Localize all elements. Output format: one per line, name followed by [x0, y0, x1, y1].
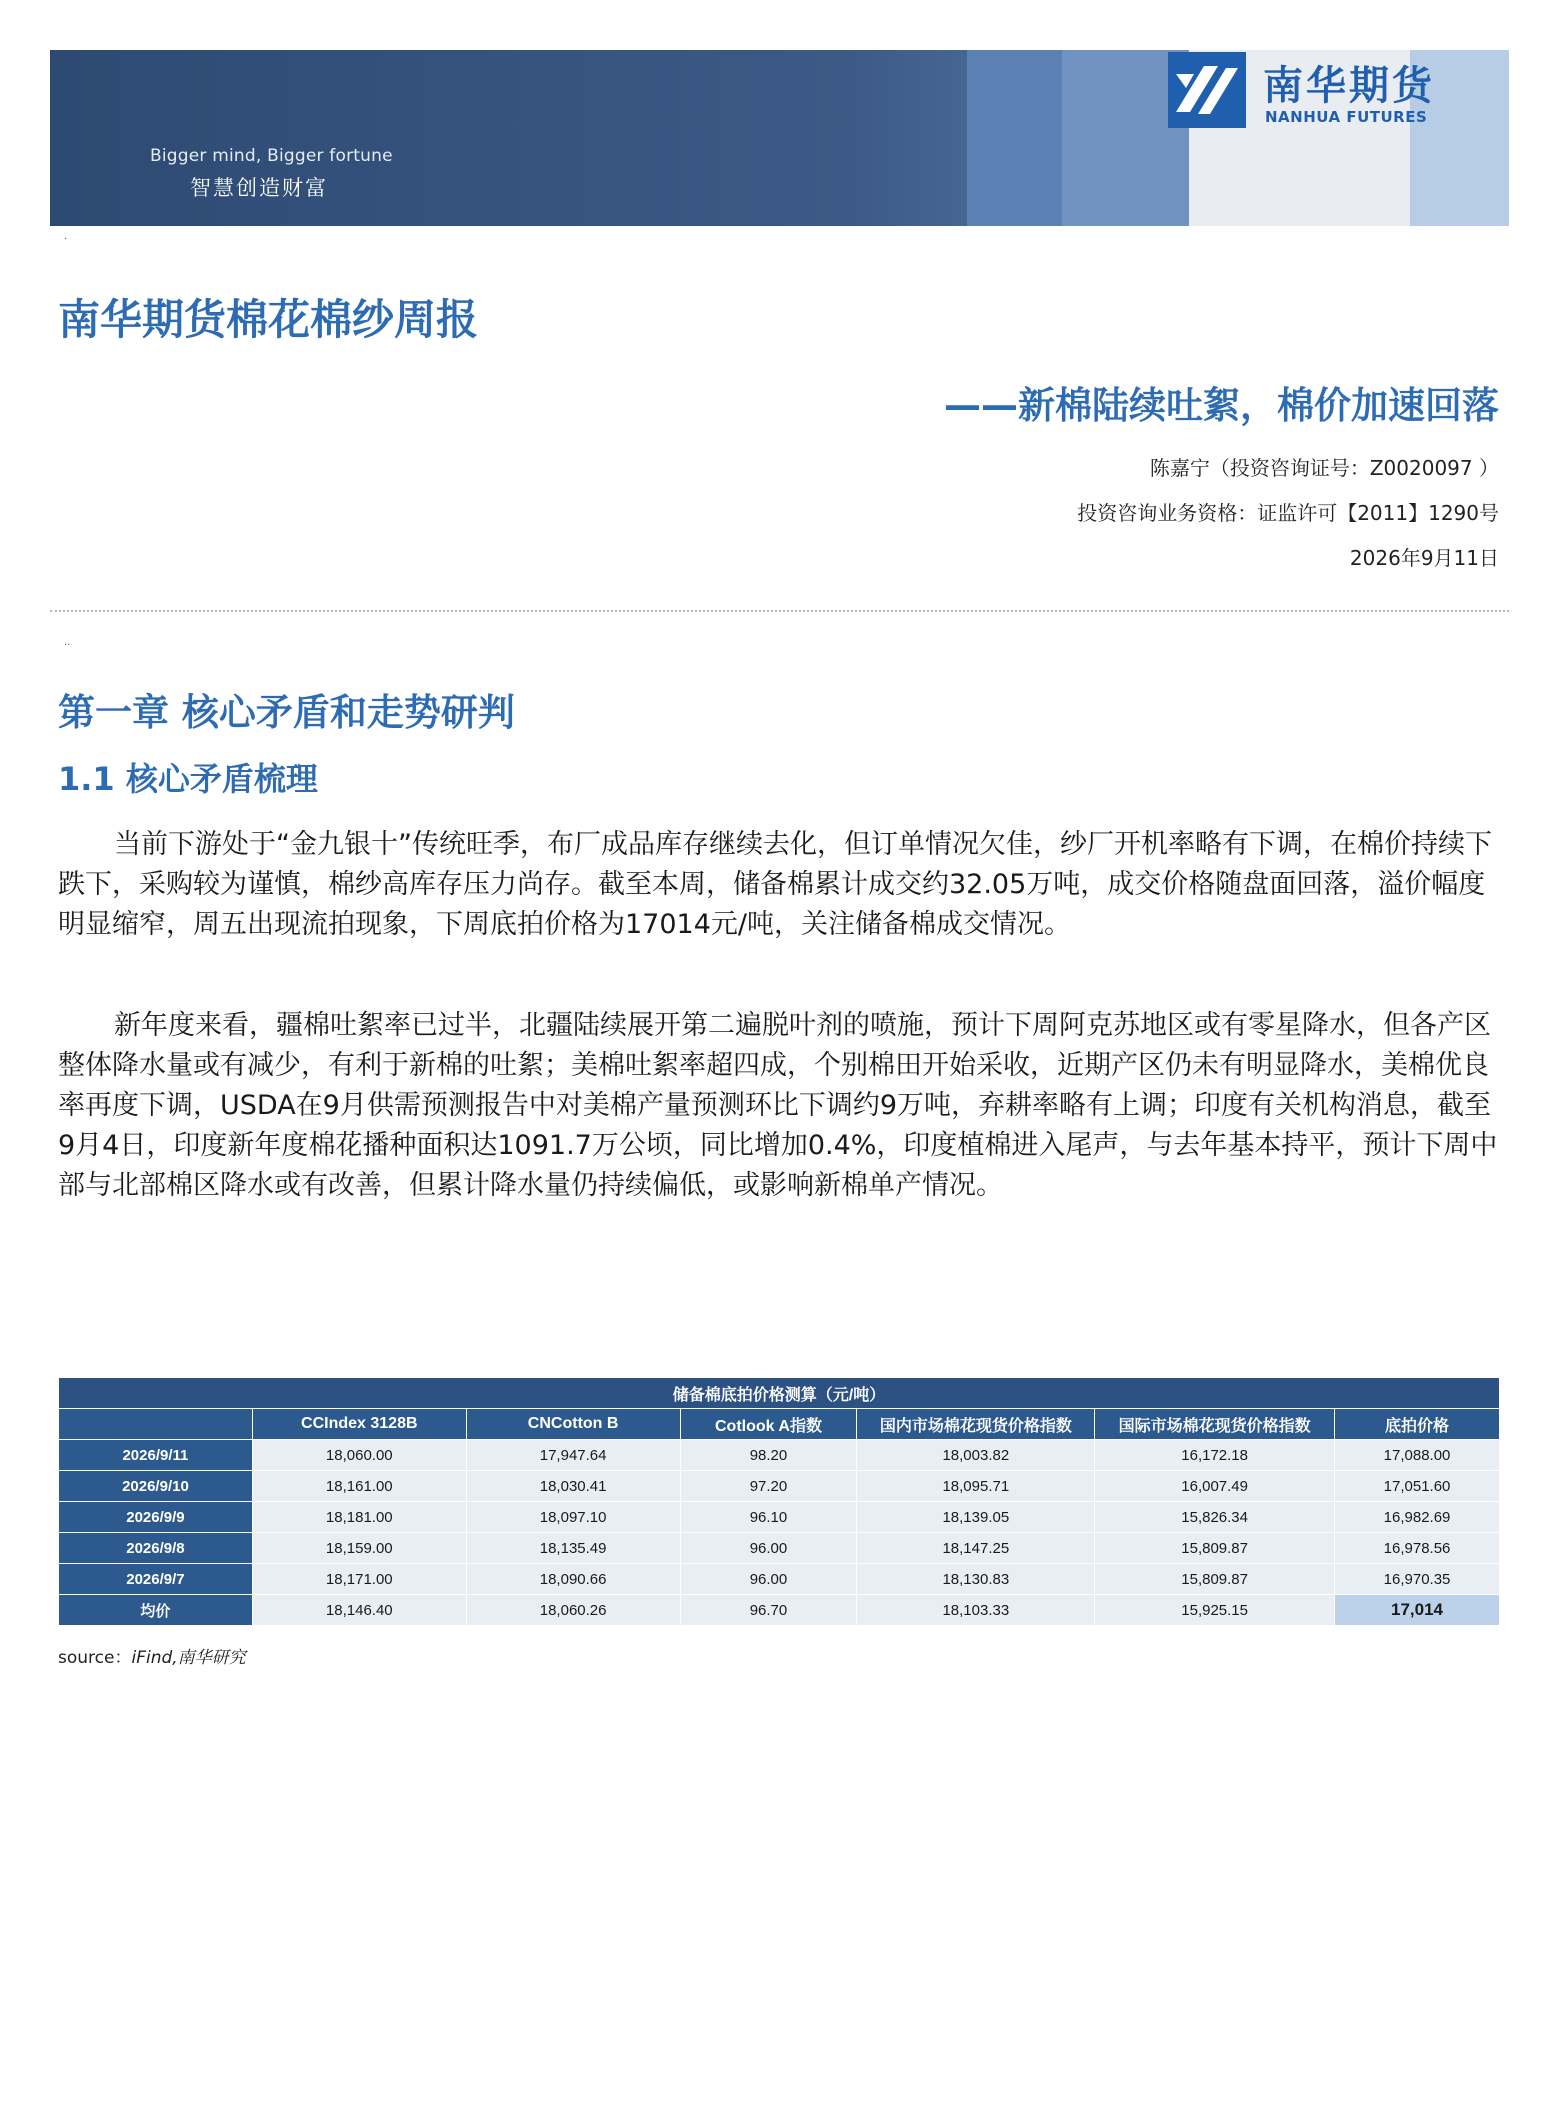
- table-cell: 15,826.34: [1095, 1502, 1335, 1533]
- section-heading: 1.1 核心矛盾梳理: [58, 760, 318, 798]
- table-cell: 18,135.49: [466, 1533, 680, 1564]
- analyst-info: 陈嘉宁（投资咨询证号：Z0020097 ）: [1149, 456, 1499, 480]
- table-cell: 15,809.87: [1095, 1564, 1335, 1595]
- logo-text-english: NANHUA FUTURES: [1265, 108, 1428, 126]
- table-cell: 15,925.15: [1095, 1595, 1335, 1626]
- license-info: 投资咨询业务资格：证监许可【2011】1290号: [1077, 501, 1499, 525]
- table-cell: 18,181.00: [252, 1502, 466, 1533]
- average-row: [59, 1595, 1500, 1626]
- table-cell: 18,130.83: [857, 1564, 1095, 1595]
- table-cell: 16,982.69: [1335, 1502, 1500, 1533]
- table-cell: 18,159.00: [252, 1533, 466, 1564]
- table-cell: 18,097.10: [466, 1502, 680, 1533]
- table-row: [59, 1440, 1500, 1471]
- company-logo: [1168, 52, 1498, 128]
- table-header: CNCotton B: [466, 1409, 680, 1440]
- table-cell: 15,809.87: [1095, 1533, 1335, 1564]
- table-cell: 18,147.25: [857, 1533, 1095, 1564]
- table-cell: 18,103.33: [857, 1595, 1095, 1626]
- slogan-chinese: 智慧创造财富: [190, 176, 328, 200]
- table-cell: 18,030.41: [466, 1471, 680, 1502]
- table-cell: 17,051.60: [1335, 1471, 1500, 1502]
- table-header: 国内市场棉花现货价格指数: [857, 1409, 1095, 1440]
- table-caption: 储备棉底拍价格测算（元/吨）: [59, 1378, 1500, 1409]
- table-header: 国际市场棉花现货价格指数: [1095, 1409, 1335, 1440]
- average-label: 均价: [59, 1595, 253, 1626]
- table-cell: 18,161.00: [252, 1471, 466, 1502]
- body-paragraph: 当前下游处于“金九银十”传统旺季，布厂成品库存继续去化，但订单情况欠佳，纱厂开机率略有下调，在棉价持续下跌下，采购较为谨慎，棉纱高库存压力尚存。截至本周，储备棉累计成交约32.05万吨，成交价格随盘面回落，溢价幅度明显缩窄，周五出现流拍现象，下周底拍价格为17014元/吨，关注储备棉成交情况。: [58, 829, 1492, 940]
- table-cell: 16,970.35: [1335, 1564, 1500, 1595]
- table-cell: 18,090.66: [466, 1564, 680, 1595]
- table-header: CCIndex 3128B: [252, 1409, 466, 1440]
- banner-stripe: [967, 50, 1062, 226]
- table-cell: 96.70: [680, 1595, 857, 1626]
- table-source: [58, 1643, 246, 1668]
- report-date: 2026年9月11日: [1349, 546, 1499, 570]
- row-date: 2026/9/9: [59, 1502, 253, 1533]
- reserve-cotton-price-table: [58, 1377, 1500, 1626]
- table-cell: 96.00: [680, 1564, 857, 1595]
- logo-text-chinese: 南华期货: [1263, 63, 1435, 109]
- table-cell: 98.20: [680, 1440, 857, 1471]
- table-cell: 96.00: [680, 1533, 857, 1564]
- table-cell: 18,146.40: [252, 1595, 466, 1626]
- floor-price-average: 17,014: [1335, 1595, 1500, 1626]
- table-row: [59, 1533, 1500, 1564]
- table-cell: 16,978.56: [1335, 1533, 1500, 1564]
- table-cell: 18,003.82: [857, 1440, 1095, 1471]
- table-row: [59, 1502, 1500, 1533]
- report-subtitle: ——新棉陆续吐絮，棉价加速回落: [944, 384, 1499, 427]
- table-cell: 96.10: [680, 1502, 857, 1533]
- table-cell: 16,172.18: [1095, 1440, 1335, 1471]
- table-cell: 97.20: [680, 1471, 857, 1502]
- body-paragraph: 新年度来看，疆棉吐絮率已过半，北疆陆续展开第二遍脱叶剂的喷施，预计下周阿克苏地区或有零星降水，但各产区整体降水量或有减少，有利于新棉的吐絮；美棉吐絮率超四成，个别棉田开始采收，近期产区仍未有明显降水，美棉优良率再度下调，USDA在9月供需预测报告中对美棉产量预测环比下调约9万吨，弃耕率略有上调；印度有关机构消息，截至9月4日，印度新年度棉花播种面积达1091.7万公顷，同比增加0.4%，印度植棉进入尾声，与去年基本持平，预计下周中部与北部棉区降水或有改善，但累计降水量仍持续偏低，或影响新棉单产情况。: [58, 1010, 1498, 1201]
- nanhua-logo-icon: [1168, 52, 1246, 128]
- table-header: [59, 1409, 253, 1440]
- table-header: 底拍价格: [1335, 1409, 1500, 1440]
- table-cell: 16,007.49: [1095, 1471, 1335, 1502]
- row-date: 2026/9/7: [59, 1564, 253, 1595]
- table-cell: 18,095.71: [857, 1471, 1095, 1502]
- table-cell: 18,060.26: [466, 1595, 680, 1626]
- section-divider: [50, 610, 1509, 612]
- row-date: 2026/9/11: [59, 1440, 253, 1471]
- table-cell: 18,139.05: [857, 1502, 1095, 1533]
- marker-dot: ··: [64, 640, 71, 651]
- source-prefix: source：: [58, 1648, 132, 1668]
- table-row: [59, 1471, 1500, 1502]
- source-text: iFind,南华研究: [131, 1648, 246, 1668]
- report-title: 南华期货棉花棉纱周报: [58, 295, 479, 344]
- chapter-heading: 第一章 核心矛盾和走势研判: [58, 691, 515, 734]
- marker-dot: ·: [64, 234, 68, 245]
- table-cell: 17,088.00: [1335, 1440, 1500, 1471]
- table-row: [59, 1564, 1500, 1595]
- table-cell: 18,060.00: [252, 1440, 466, 1471]
- table-cell: 17,947.64: [466, 1440, 680, 1471]
- row-date: 2026/9/8: [59, 1533, 253, 1564]
- table-header: Cotlook A指数: [680, 1409, 857, 1440]
- slogan-english: Bigger mind, Bigger fortune: [150, 146, 393, 166]
- table-cell: 18,171.00: [252, 1564, 466, 1595]
- row-date: 2026/9/10: [59, 1471, 253, 1502]
